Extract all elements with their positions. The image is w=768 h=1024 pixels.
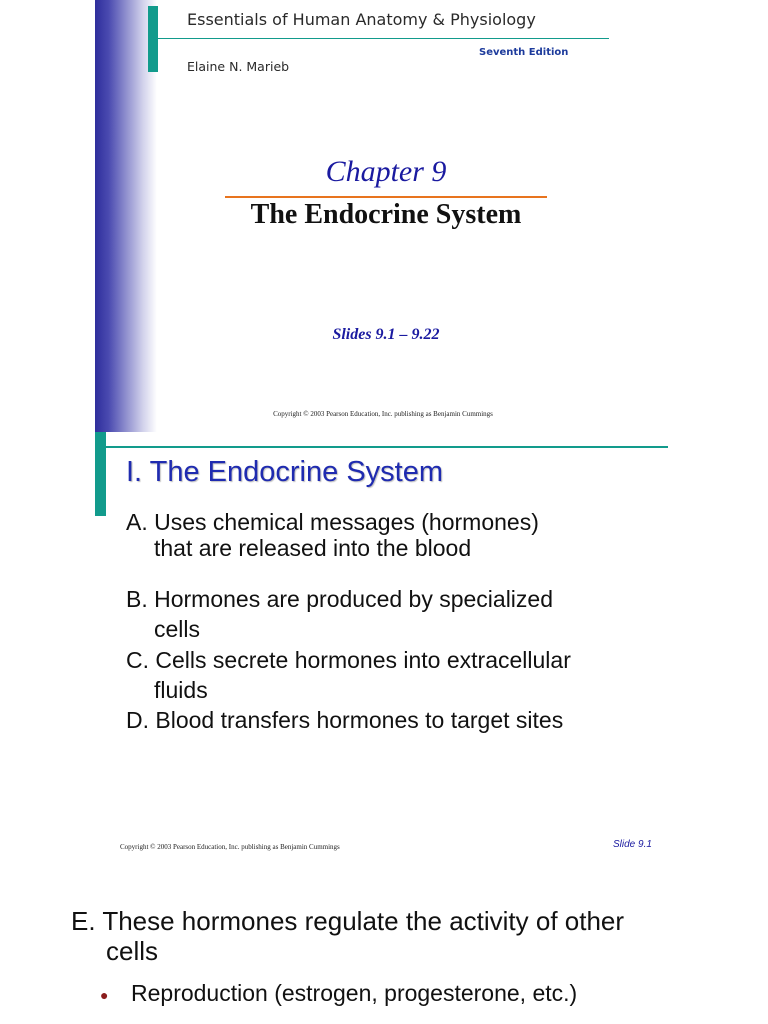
list-item <box>71 906 624 966</box>
teal-divider-line <box>158 38 609 39</box>
list-item-continuation: fluids <box>154 677 208 703</box>
slide-number: Slide 9.1 <box>613 839 652 850</box>
edition-label: Seventh Edition <box>479 47 569 58</box>
bullet-dot-icon: ● <box>100 986 109 1003</box>
list-item <box>126 705 563 735</box>
list-item-continuation: cells <box>106 936 159 966</box>
teal-accent-bar <box>95 432 106 516</box>
list-item-continuation: cells <box>154 616 201 642</box>
author-name: Elaine N. Marieb <box>187 59 290 74</box>
list-item <box>126 645 571 705</box>
chapter-title: The Endocrine System <box>250 199 522 230</box>
list-item <box>126 509 539 561</box>
list-item-line: C. Cells secrete hormones into extracellular <box>126 647 571 673</box>
list-item-line: B. Hormones are produced by specialized <box>126 586 554 612</box>
bullet-text: Reproduction (estrogen, progesterone, etc.) <box>131 980 578 1006</box>
orange-divider-line <box>225 196 547 198</box>
content-slide <box>95 432 675 864</box>
bullet-item <box>100 980 577 1007</box>
list-item-continuation: that are released into the blood <box>154 535 472 561</box>
list-item-line: A. Uses chemical messages (hormones) <box>126 509 539 535</box>
list-item-line: E. These hormones regulate the activity of other <box>71 906 625 936</box>
copyright-notice: Copyright © 2003 Pearson Education, Inc. publishing as Benjamin Cummings <box>273 410 493 418</box>
slide-range: Slides 9.1 – 9.22 <box>332 326 440 343</box>
book-title: Essentials of Human Anatomy & Physiology <box>187 10 536 29</box>
title-slide <box>95 0 675 432</box>
teal-accent-bar <box>148 6 158 72</box>
copyright-notice: Copyright © 2003 Pearson Education, Inc. publishing as Benjamin Cummings <box>120 843 340 851</box>
slide-heading: I. The Endocrine System <box>126 456 444 488</box>
chapter-label: Chapter 9 <box>325 155 447 188</box>
partial-slide <box>0 864 768 1024</box>
list-item <box>126 584 553 644</box>
teal-divider-line <box>106 446 668 448</box>
list-item-line: D. Blood transfers hormones to target sites <box>126 707 564 733</box>
